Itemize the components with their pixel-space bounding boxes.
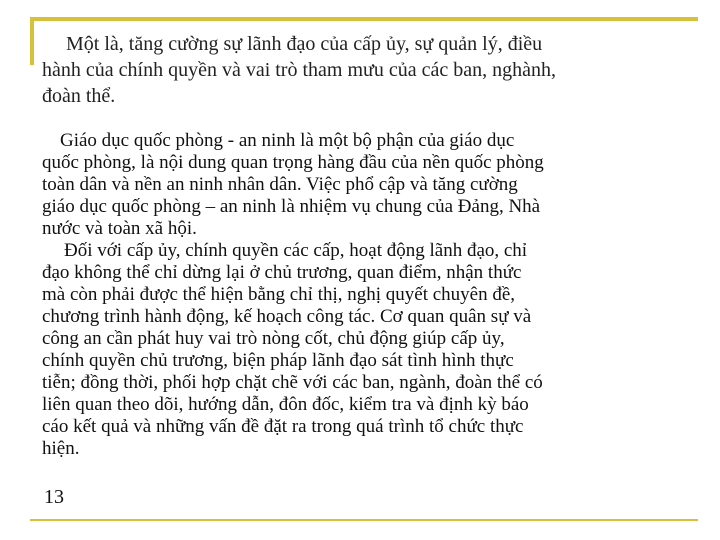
slide-border-left <box>30 17 34 65</box>
body-line: công an cần phát huy vai trò nòng cốt, chủ động giúp cấp ủy, <box>42 328 505 349</box>
intro-line: đoàn thể. <box>42 85 116 107</box>
intro-line: Một là, tăng cường sự lãnh đạo của cấp ủy, sự quản lý, điều <box>66 33 543 55</box>
body-line: tiễn; đồng thời, phối hợp chặt chẽ với các ban, ngành, đoàn thể có <box>42 372 543 393</box>
body-paragraphs <box>42 130 692 460</box>
body-line: đạo không thể chỉ dừng lại ở chủ trương, quan điểm, nhận thức <box>42 262 522 283</box>
body-line: giáo dục quốc phòng – an ninh là nhiệm vụ chung của Đảng, Nhà <box>42 196 541 217</box>
body-line: chính quyền chủ trương, biện pháp lãnh đạo sát tình hình thực <box>42 350 514 371</box>
body-line: mà còn phải được thể hiện bằng chỉ thị, nghị quyết chuyên đề, <box>42 284 516 305</box>
body-line: Đối với cấp ủy, chính quyền các cấp, hoạt động lãnh đạo, chỉ <box>64 240 528 261</box>
page-number: 13 <box>44 486 64 508</box>
body-line: nước và toàn xã hội. <box>42 218 197 239</box>
body-line: toàn dân và nền an ninh nhân dân. Việc phổ cập và tăng cường <box>42 174 518 195</box>
body-line: Giáo dục quốc phòng - an ninh là một bộ phận của giáo dục <box>60 130 515 151</box>
slide-border-bottom <box>30 519 698 521</box>
intro-paragraph <box>42 31 692 109</box>
body-line: cáo kết quả và những vấn đề đặt ra trong quá trình tổ chức thực <box>42 416 524 437</box>
body-line: hiện. <box>42 438 80 459</box>
body-line: quốc phòng, là nội dung quan trọng hàng đầu của nền quốc phòng <box>42 152 544 173</box>
body-line: liên quan theo dõi, hướng dẫn, đôn đốc, kiểm tra và định kỳ báo <box>42 394 529 415</box>
body-line: chương trình hành động, kế hoạch công tác. Cơ quan quân sự và <box>42 306 532 327</box>
intro-line: hành của chính quyền và vai trò tham mưu của các ban, nghành, <box>42 59 556 81</box>
slide-border-top <box>30 17 698 21</box>
